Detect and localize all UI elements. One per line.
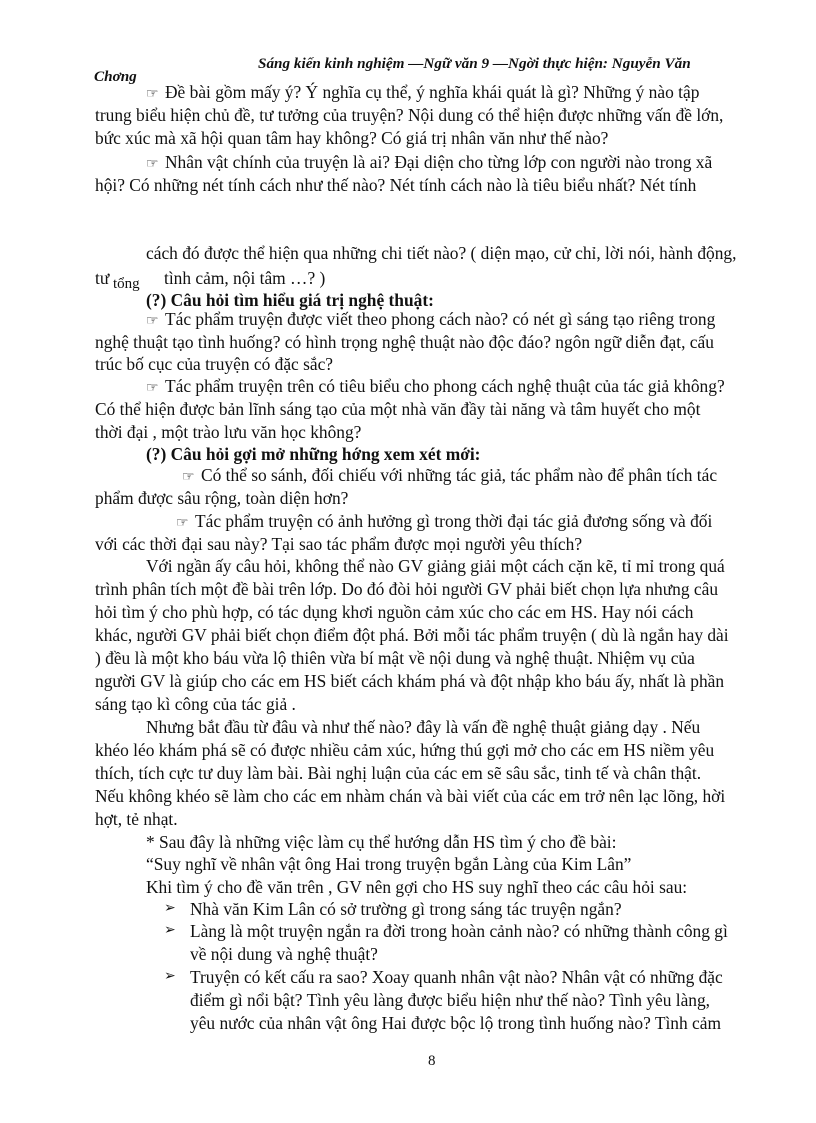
list-item: Nhà văn Kim Lân có sở trường gì trong sáng tác truyện ngắn?	[190, 899, 622, 919]
section-heading: (?) Câu hỏi gợi mở những hớng xem xét mới:	[146, 444, 481, 464]
text-line: ☞ Tác phẩm truyện có ảnh hưởng gì trong thời đại tác giả đương sống và đối	[176, 510, 712, 535]
text-line: tư	[95, 268, 110, 288]
text-line: trình phân tích một đề bài trên lớp. Do đó đòi hỏi người GV phải biết chọn lựa nhưng câu	[95, 579, 719, 599]
text-line: trúc bố cục của truyện có đặc sắc?	[95, 354, 334, 374]
arrowhead-icon: ➢	[164, 901, 176, 916]
header-author-continued: Chơng	[94, 68, 137, 85]
text-line: sáng tạo kì công của tác giả .	[95, 694, 296, 714]
text-line: nghệ thuật tạo tình huống? có hình trọng nghệ thuật nào độc đáo? ngôn ngữ diễn đạt, cấu	[95, 332, 714, 352]
list-item: Làng là một truyện ngắn ra đời trong hoàn cảnh nào? có những thành công gì	[190, 921, 728, 941]
text-line: khác, người GV phải biết chọn điểm đột phá. Bởi mỗi tác phẩm truyện ( dù là ngắn hay dài	[95, 625, 729, 645]
list-item: Truyện có kết cấu ra sao? Xoay quanh nhân vật nào? Nhân vật có những đặc	[190, 967, 723, 987]
text-line: Nếu không khéo sẽ làm cho các em nhàm chán và bài viết của các em trở nên lạc lõng, hời	[95, 786, 726, 806]
header-title: Sáng kiến kinh nghiệm —Ngữ văn 9 —Ngời thực hiện: Nguyễn Văn	[258, 55, 691, 72]
pointing-hand-icon: ☞	[182, 470, 195, 485]
text-line: ☞ Nhân vật chính của truyện là ai? Đại diện cho từng lớp con người nào trong xã	[146, 151, 712, 176]
text-line: ☞ Tác phẩm truyện được viết theo phong cách nào? có nét gì sáng tạo riêng trong	[146, 308, 715, 333]
text-line: khéo léo khám phá sẽ có được nhiều cảm xúc, hứng thú gợi mở cho các em HS niềm yêu	[95, 740, 715, 760]
pointing-hand-icon: ☞	[146, 87, 159, 102]
arrowhead-icon: ➢	[164, 969, 176, 984]
text-line: “Suy nghĩ về nhân vật ông Hai trong truyện bgắn Làng của Kim Lân”	[146, 854, 632, 874]
text-line: thời đại , một trào lưu văn học không?	[95, 422, 362, 442]
text-line: Với ngần ấy câu hỏi, không thể nào GV giảng giải một cách cặn kẽ, tỉ mỉ trong quá	[146, 556, 725, 576]
text-line: phẩm được sâu rộng, toàn diện hơn?	[95, 488, 349, 508]
pointing-hand-icon: ☞	[176, 516, 189, 531]
list-item: về nội dung và nghệ thuật?	[190, 944, 378, 964]
text-line: trung biểu hiện chủ đề, tư tưởng của truyện? Nội dung có thể hiện được những vấn đề lớn,	[95, 105, 724, 125]
text-line: ☞ Có thể so sánh, đối chiếu với những tác giả, tác phẩm nào để phân tích tác	[182, 464, 717, 489]
text-line: tổng	[113, 276, 140, 292]
text-line: hỏi tìm ý cho phù hợp, có tác dụng khơi nguồn cảm xúc cho các em HS. Hay nói cách	[95, 602, 694, 622]
text-line: Nhưng bắt đầu từ đâu và như thế nào? đây là vấn đề nghệ thuật giảng dạy . Nếu	[146, 717, 701, 737]
section-heading: (?) Câu hỏi tìm hiểu giá trị nghệ thuật:	[146, 290, 434, 310]
text-line: tình cảm, nội tâm …? )	[164, 268, 326, 288]
text-line: thích, tích cực tư duy làm bài. Bài nghị luận của các em sẽ sâu sắc, tinh tế và chân thật.	[95, 763, 702, 783]
text-line: ☞ Đề bài gồm mấy ý? Ý nghĩa cụ thể, ý nghĩa khái quát là gì? Những ý nào tập	[146, 81, 699, 106]
arrowhead-icon: ➢	[164, 923, 176, 938]
text-line: Khi tìm ý cho đề văn trên , GV nên gợi cho HS suy nghĩ theo các câu hỏi sau:	[146, 877, 688, 897]
text-line: cách đó được thể hiện qua những chi tiết nào? ( diện mạo, cử chỉ, lời nói, hành động,	[146, 243, 737, 263]
text-line: bức xúc mà xã hội quan tâm hay không? Có giá trị nhân văn như thế nào?	[95, 128, 609, 148]
pointing-hand-icon: ☞	[146, 157, 159, 172]
text-line: người GV là giúp cho các em HS biết cách khám phá và đột nhập kho báu ấy, nhất là phần	[95, 671, 725, 691]
pointing-hand-icon: ☞	[146, 381, 159, 396]
text-line: với các thời đại sau này? Tại sao tác phẩm được mọi người yêu thích?	[95, 534, 583, 554]
text-line: ) đều là một kho báu vừa lộ thiên vừa bí mật về nội dung và nghệ thuật. Nhiệm vụ của	[95, 648, 695, 668]
text-line: hội? Có những nét tính cách như thế nào? Nét tính cách nào là tiêu biểu nhất? Nét tính	[95, 175, 697, 195]
text-line: ☞ Tác phẩm truyện trên có tiêu biểu cho phong cách nghệ thuật của tác giả không?	[146, 375, 725, 400]
page-number: 8	[428, 1053, 436, 1069]
text-line: hợt, tẻ nhạt.	[95, 809, 178, 829]
pointing-hand-icon: ☞	[146, 314, 159, 329]
text-line: * Sau đây là những việc làm cụ thể hướng dẫn HS tìm ý cho đề bài:	[146, 832, 617, 852]
list-item: điểm gì nổi bật? Tình yêu làng được biểu hiện như thế nào? Tình yêu làng,	[190, 990, 711, 1010]
list-item: yêu nước của nhân vật ông Hai được bộc lộ trong tình huống nào? Tình cảm	[190, 1013, 721, 1033]
text-line: Có thể hiện được bản lĩnh sáng tạo của một nhà văn đầy tài năng và tâm huyết cho một	[95, 399, 701, 419]
